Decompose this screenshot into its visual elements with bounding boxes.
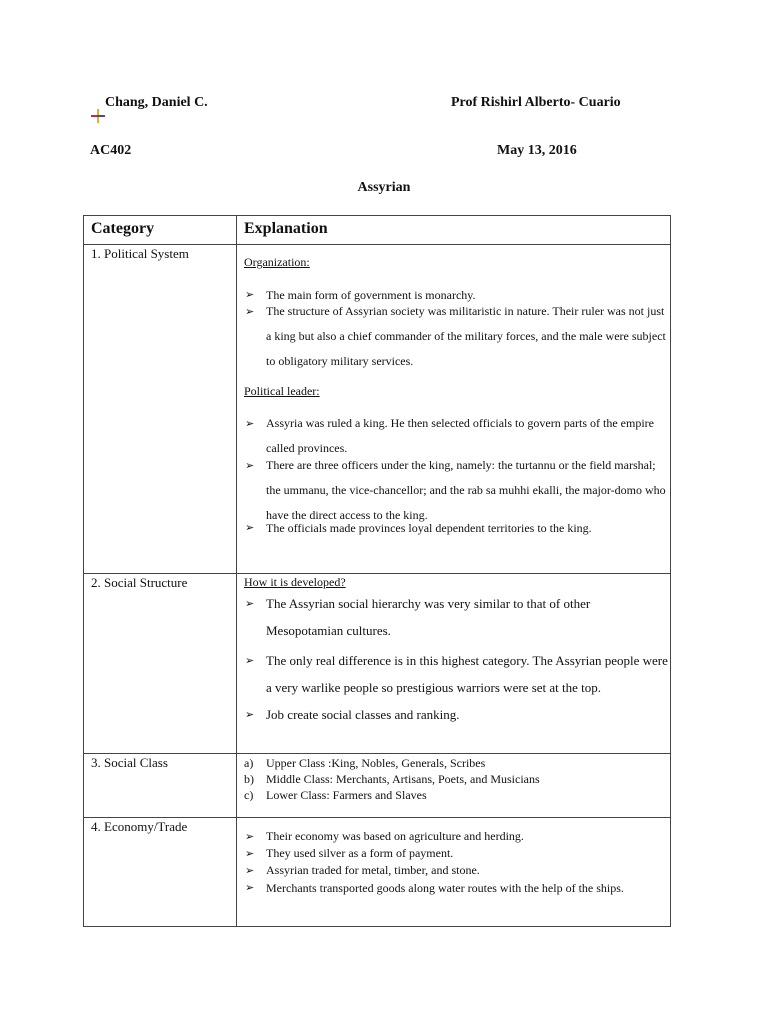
table-row bbox=[84, 245, 671, 574]
explanation-cell bbox=[237, 754, 671, 818]
section-heading: How it is developed? bbox=[244, 575, 346, 589]
list-marker: b) bbox=[244, 772, 254, 786]
category-cell: 4. Economy/Trade bbox=[84, 818, 237, 927]
table-row bbox=[84, 818, 671, 927]
explanation-cell bbox=[237, 818, 671, 927]
bullet-list bbox=[244, 590, 670, 728]
category-cell: 2. Social Structure bbox=[84, 574, 237, 754]
table-header-row bbox=[84, 216, 671, 245]
list-item: ➢ The structure of Assyrian society was militaristic in nature. Their ruler was not just a king but also a chief commander of the military forces, and the male were subject to obligatory military services. bbox=[244, 299, 670, 374]
list-marker: c) bbox=[244, 788, 254, 802]
list-item: ➢ They used silver as a form of payment. bbox=[244, 845, 670, 862]
list-marker: a) bbox=[244, 756, 254, 770]
section-heading: Political leader: bbox=[244, 384, 320, 398]
course-code: AC402 bbox=[90, 143, 132, 158]
list-item: ➢ Assyria was ruled a king. He then selected officials to govern parts of the empire called provinces. bbox=[244, 411, 670, 461]
professor-name: Prof Rishirl Alberto- Cuario bbox=[451, 95, 621, 110]
list-item: ➢ There are three officers under the king, namely: the turtannu or the field marshal; the ummanu, the vice-chancellor; and the rab sa muhhi ekalli, the major-domo who have the direct access to the king. bbox=[244, 453, 670, 528]
table-row bbox=[84, 754, 671, 818]
category-cell: 1. Political System bbox=[84, 245, 237, 574]
list-item bbox=[244, 755, 670, 771]
document-title: Assyrian bbox=[357, 180, 411, 195]
bullet-list bbox=[244, 411, 670, 536]
list-item: ➢ The only real difference is in this highest category. The Assyrian people were a very warlike people so prestigious warriors were set at the top. bbox=[244, 647, 670, 701]
category-header: Category bbox=[84, 216, 237, 245]
list-item bbox=[244, 787, 670, 803]
list-item: ➢ Assyrian traded for metal, timber, and stone. bbox=[244, 862, 670, 879]
move-cursor-icon bbox=[90, 108, 106, 124]
document-date: May 13, 2016 bbox=[497, 143, 577, 158]
section-heading: Organization: bbox=[244, 255, 310, 269]
class-list bbox=[244, 755, 670, 803]
explanation-cell bbox=[237, 245, 671, 574]
list-item: ➢ The Assyrian social hierarchy was very similar to that of other Mesopotamian cultures. bbox=[244, 590, 670, 644]
explanation-cell bbox=[237, 574, 671, 754]
bullet-list bbox=[244, 828, 670, 901]
explanation-header: Explanation bbox=[237, 216, 671, 245]
list-text: Upper Class :King, Nobles, Generals, Scribes bbox=[266, 756, 486, 770]
list-text: Lower Class: Farmers and Slaves bbox=[266, 788, 427, 802]
list-item: ➢ Job create social classes and ranking. bbox=[244, 701, 670, 728]
list-item: ➢ The officials made provinces loyal dependent territories to the king. bbox=[244, 520, 670, 536]
category-cell: 3. Social Class bbox=[84, 754, 237, 818]
list-item: ➢ Their economy was based on agriculture and herding. bbox=[244, 828, 670, 845]
table-row bbox=[84, 574, 671, 754]
civilization-table bbox=[83, 215, 671, 927]
bullet-list bbox=[244, 287, 670, 374]
student-name: Chang, Daniel C. bbox=[105, 95, 208, 110]
list-item: ➢ The main form of government is monarchy. bbox=[244, 287, 670, 303]
list-item bbox=[244, 771, 670, 787]
list-text: Middle Class: Merchants, Artisans, Poets, and Musicians bbox=[266, 772, 540, 786]
list-item: ➢ Merchants transported goods along water routes with the help of the ships. bbox=[244, 875, 670, 901]
